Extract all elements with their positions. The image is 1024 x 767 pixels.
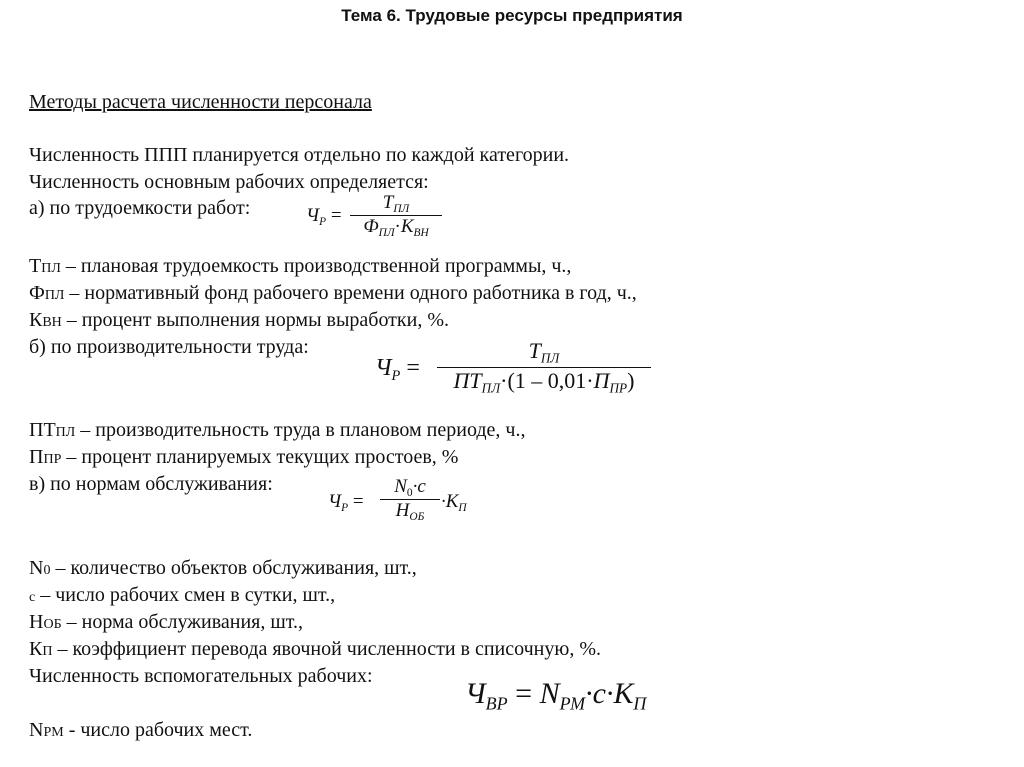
formula-subscript: Р (341, 501, 349, 514)
denominator-subscript: ПР (609, 380, 628, 396)
denominator-subscript: ПЛ (481, 380, 501, 396)
fraction (350, 192, 442, 239)
definition-line (29, 254, 571, 281)
symbol-subscript: ПЛ (55, 425, 76, 440)
symbol: Н (29, 611, 44, 633)
formula-subscript: ВР (485, 693, 508, 714)
symbol: К (29, 638, 43, 660)
fraction (437, 338, 651, 396)
numerator: N (394, 476, 407, 497)
formula-term: N (539, 677, 560, 710)
symbol-subscript: ВН (42, 315, 62, 330)
symbol: ПТ (29, 419, 56, 441)
denominator-subscript: ОБ (409, 510, 425, 523)
symbol-subscript: ПР (43, 452, 62, 467)
numerator: Т (528, 338, 541, 363)
symbol-subscript: РМ (43, 725, 64, 740)
close-paren: ) (627, 367, 635, 393)
formula-subscript: Р (391, 368, 401, 385)
numerator: Т (382, 192, 394, 213)
text-line: а) по трудоемкости работ: (29, 197, 251, 219)
formula-auxiliary-workers (465, 677, 646, 714)
formula-symbol: Ч (328, 491, 342, 512)
equals-sign: = (515, 677, 533, 710)
formula-term: ·К (441, 491, 459, 512)
symbol-subscript: П (42, 644, 53, 659)
denominator-term: Н (395, 499, 410, 521)
definition-line (29, 718, 252, 745)
definition-text: – норма обслуживания, шт., (61, 611, 303, 633)
numerator-subscript: ПЛ (540, 350, 560, 366)
equals-sign: = (406, 355, 420, 381)
formula-subscript: РМ (559, 693, 586, 714)
denominator-term: Ф (363, 215, 379, 237)
symbol: П (29, 446, 44, 468)
definition-line (29, 556, 417, 583)
symbol-subscript: 0 (43, 563, 51, 578)
definition-text: - число рабочих мест. (63, 719, 253, 741)
symbol-subscript: ПЛ (44, 288, 65, 303)
formula-subscript: Р (319, 215, 327, 228)
definition-line (29, 583, 335, 610)
definition-line (29, 418, 525, 445)
fraction (380, 476, 440, 523)
equals-sign: = (330, 205, 342, 226)
denominator-expression: ·(1 – 0,01· (500, 367, 594, 393)
formula-symbol: Ч (375, 355, 392, 381)
page-title: Тема 6. Трудовые ресурсы предприятия (341, 6, 683, 25)
symbol: Ф (29, 282, 45, 304)
definition-text: – число рабочих смен в сутки, шт., (35, 584, 336, 606)
formula-symbol: Ч (465, 677, 486, 710)
formula-term: ·c·К (585, 677, 634, 710)
definition-line (29, 308, 449, 335)
numerator-expression: ·c (412, 476, 426, 497)
symbol: N (29, 719, 44, 741)
formula-subscript: П (633, 693, 647, 714)
equals-sign: = (352, 491, 364, 512)
dot-operator: · (394, 215, 401, 237)
symbol: N (29, 557, 44, 579)
denominator-term: ПТ (453, 367, 482, 393)
text-line: Численность основным рабочих определяется: (29, 171, 429, 193)
denominator-subscript: ПЛ (378, 226, 395, 239)
definition-line (29, 610, 303, 637)
definition-line (29, 281, 637, 308)
definition-text: – производительность труда в плановом периоде, ч., (75, 419, 526, 441)
text-line: в) по нормам обслуживания: (29, 473, 273, 495)
symbol: К (29, 309, 43, 331)
formula-symbol: Ч (306, 205, 320, 226)
numerator-subscript: 0 (406, 486, 413, 499)
section-heading: Методы расчета численности персонала (29, 91, 372, 113)
definition-text: – процент выполнения нормы выработки, %. (61, 309, 449, 331)
definition-text: – количество объектов обслуживания, шт., (50, 557, 417, 579)
definition-line (29, 637, 601, 664)
text-line: Численность ППП планируется отдельно по каждой категории. (29, 144, 570, 166)
definition-text: – процент планируемых текущих простоев, % (61, 446, 459, 468)
denominator-subscript: ВН (413, 226, 429, 239)
definition-text: – нормативный фонд рабочего времени одного работника в год, ч., (64, 282, 637, 304)
formula-subscript: П (458, 501, 467, 514)
text-line: б) по производительности труда: (29, 336, 309, 358)
symbol-subscript: ОБ (43, 617, 62, 632)
symbol: Т (29, 255, 42, 277)
symbol: с (29, 590, 36, 605)
numerator-subscript: ПЛ (393, 202, 410, 215)
text-line: Численность вспомогательных рабочих: (29, 665, 373, 687)
denominator-term: П (593, 367, 610, 393)
symbol-subscript: ПЛ (41, 261, 61, 276)
denominator-term: К (400, 215, 414, 237)
definition-line (29, 445, 458, 472)
definition-text: – плановая трудоемкость производственной программы, ч., (60, 255, 572, 277)
definition-text: – коэффициент перевода явочной численности в списочную, %. (52, 638, 601, 660)
